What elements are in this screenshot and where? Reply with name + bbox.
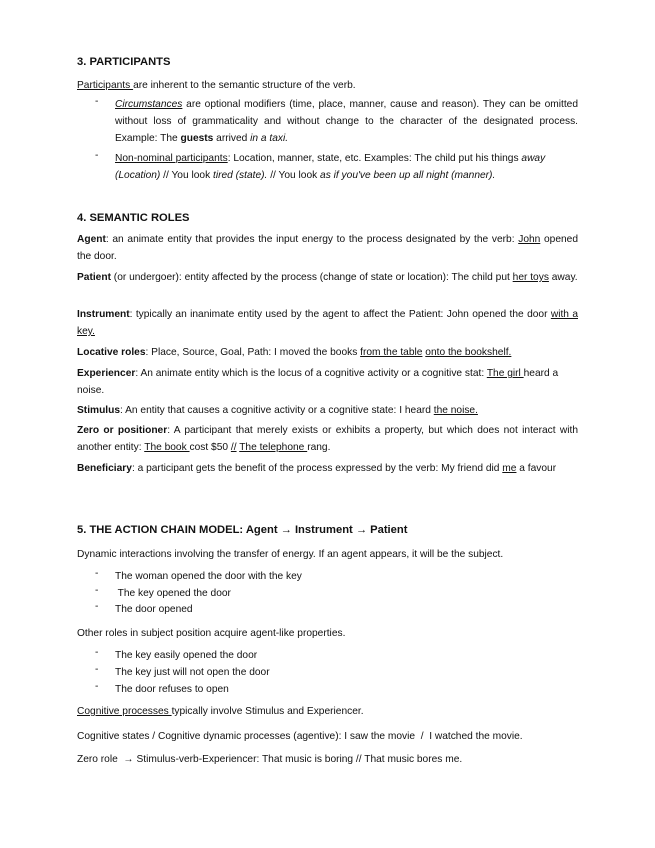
bullet-dash: - — [95, 568, 99, 579]
role-stimulus: Stimulus: An entity that causes a cognitive activity or a cognitive state: I heard the noise. — [77, 405, 478, 416]
role-locative: Locative roles: Place, Source, Goal, Path: I moved the books from the table onto the bookshelf. — [77, 347, 512, 358]
bullet-dash: - — [95, 647, 99, 658]
section-5-p1: Dynamic interactions involving the transfer of energy. If an agent appears, it will be the subject. — [77, 549, 504, 560]
role-beneficiary: Beneficiary: a participant gets the benefit of the process expressed by the verb: My friend did me a favour — [77, 463, 557, 474]
role-patient: Patient (or undergoer): entity affected by the process (change of state or location): The child put her toys away. — [77, 272, 578, 283]
bullet-non-nominal: Non-nominal participants: Location, manner, state, etc. Examples: The child put his things away (Location) // You look tired (state). // You look as if you've been up all night (manner). — [115, 153, 546, 181]
bullet-circumstances: Circumstances are optional modifiers (time, place, manner, cause and reason). They can be omitted without loss of grammaticality and without change to the character of the designated process. Example: The guests arrived in a taxi. — [115, 99, 578, 144]
section-5-p3: Cognitive processes typically involve Stimulus and Experiencer. — [77, 706, 364, 717]
role-instrument: Instrument: typically an inanimate entity used by the agent to affect the Patient: John opened the door with a key. — [77, 309, 578, 337]
role-agent: Agent: an animate entity that provides the input energy to the process designated by the verb: John opened the door. — [77, 234, 578, 262]
bullet-dash: - — [95, 601, 99, 612]
bullet-dash: - — [95, 150, 99, 161]
list-item: The key opened the door — [115, 588, 231, 599]
bullet-dash: - — [95, 681, 99, 692]
list-item: The woman opened the door with the key — [115, 571, 302, 582]
list-item: The door refuses to open — [115, 684, 229, 695]
role-experiencer: Experiencer: An animate entity which is the locus of a cognitive activity or a cognitive stat: The girl heard a noise. — [77, 368, 559, 396]
section-5-p4: Cognitive states / Cognitive dynamic processes (agentive): I saw the movie / I watched the movie. — [77, 731, 523, 742]
section-3-heading: 3. PARTICIPANTS — [77, 56, 171, 68]
list-item: The key easily opened the door — [115, 650, 258, 661]
bullet-dash: - — [95, 664, 99, 675]
section-4-heading: 4. SEMANTIC ROLES — [77, 212, 190, 224]
role-zero-positioner: Zero or positioner: A participant that merely exists or exhibits a property, but which does not interact with another entity: The book cost $50 // The telephone rang. — [77, 425, 578, 453]
section-3-intro: Participants are inherent to the semantic structure of the verb. — [77, 80, 356, 91]
section-5-p2: Other roles in subject position acquire agent-like properties. — [77, 628, 346, 639]
list-item: The door opened — [115, 604, 193, 615]
section-5-heading: 5. THE ACTION CHAIN MODEL: Agent → Instrument → Patient — [77, 524, 408, 536]
bullet-dash: - — [95, 96, 99, 107]
list-item: The key just will not open the door — [115, 667, 270, 678]
section-5-p5: Zero role → Stimulus-verb-Experiencer: That music is boring // That music bores me. — [77, 754, 463, 765]
bullet-dash: - — [95, 585, 99, 596]
